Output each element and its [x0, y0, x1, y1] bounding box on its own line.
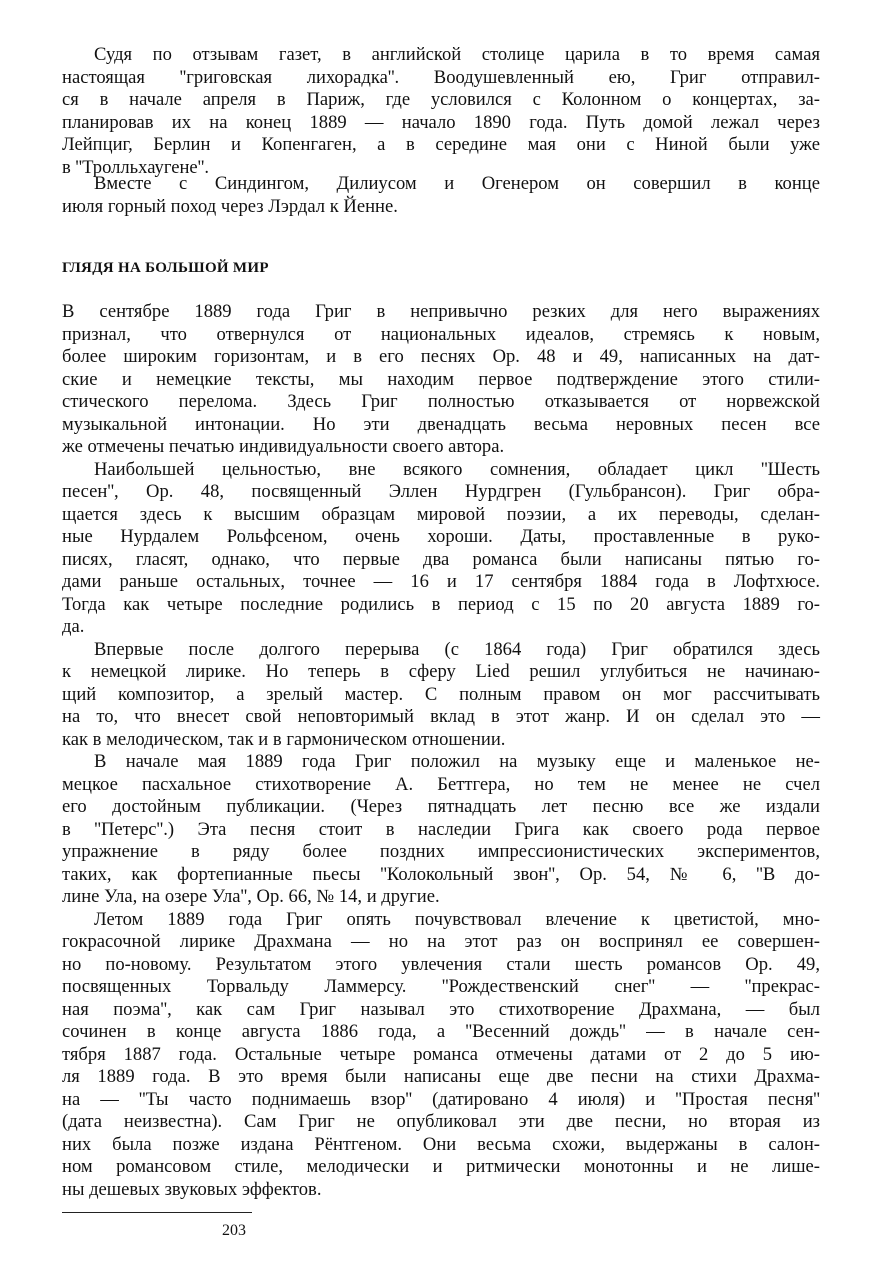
body-paragraph-3	[62, 639, 820, 752]
text-line: же отмечены печатью индивидуальности своего автора.	[62, 436, 505, 457]
text-line: Судя по отзывам газет, в английской столице царила в то время самая	[94, 44, 820, 65]
text-line: мецкое пасхальное стихотворение А. Беттгера, но тем не менее не счел	[62, 773, 820, 795]
text-line: Наибольшей цельностью, вне всякого сомнения, обладает цикл ''Шесть	[94, 458, 820, 480]
text-line: его достойным публикации. (Через пятнадцать лет песню все же издали	[62, 796, 820, 817]
text-line: лине Ула, на озере Ула'', Ор. 66, № 14, и другие.	[62, 886, 440, 907]
text-line: Впервые после долгого перерыва (с 1864 года) Григ обратился здесь	[94, 638, 820, 660]
text-line: (дата неизвестна). Сам Григ не опубликовал эти две песни, но вторая из	[62, 1111, 820, 1132]
text-line: щий композитор, а зрелый мастер. С полным правом он мог рассчитывать	[62, 683, 820, 705]
text-line: сочинен в конце августа 1886 года, а ''Весенний дождь'' — в начале сен-	[62, 1021, 820, 1042]
text-line: Тогда как четыре последние родились в период с 15 по 20 августа 1889 го-	[62, 593, 820, 615]
text-line: Лейпциг, Берлин и Копенгаген, а в середине мая они с Ниной были уже	[62, 134, 820, 155]
text-line: музыкальной интонации. Но эти двенадцать весьма неровных песен все	[62, 413, 820, 435]
text-line: в ''Петерс''.) Эта песня стоит в наследии Грига как своего рода первое	[62, 818, 820, 840]
text-line: тября 1887 года. Остальные четыре романса отмечены датами от 2 до 5 ию-	[62, 1043, 820, 1065]
intro-paragraph-1	[62, 44, 820, 179]
text-line: щается здесь к высшим образцам мировой поэзии, а их переводы, сделан-	[62, 503, 820, 525]
body-paragraph-5	[62, 909, 820, 1202]
text-line: более широким горизонтам, и в его песнях Ор. 48 и 49, написанных на дат-	[62, 346, 820, 367]
body-paragraph-2	[62, 459, 820, 639]
intro-paragraph-2	[62, 173, 820, 218]
text-line: к немецкой лирике. Но теперь в сферу Lied решил углубиться не начинаю-	[62, 661, 820, 682]
body-paragraph-1	[62, 301, 820, 459]
section-heading: ГЛЯДЯ НА БОЛЬШОЙ МИР	[62, 260, 269, 276]
body-paragraph-4	[62, 751, 820, 909]
text-line: В сентябре 1889 года Григ в непривычно резких для него выражениях	[62, 301, 820, 322]
text-line: стического перелома. Здесь Григ полностью отказывается от норвежской	[62, 391, 820, 412]
text-line: них была позже издана Рёнтгеном. Они весьма схожи, выдержаны в салон-	[62, 1133, 820, 1155]
text-line: ся в начале апреля в Париж, где условился с Колонном о концертах, за-	[62, 89, 820, 110]
text-line: ном романсовом стиле, мелодически и ритмически монотонны и не лише-	[62, 1156, 820, 1177]
text-line: Летом 1889 года Григ опять почувствовал влечение к цветистой, мно-	[94, 908, 820, 930]
text-line: ля 1889 года. В это время были написаны еще две песни на стихи Драхма-	[62, 1066, 820, 1087]
text-line: дами раньше остальных, точнее — 16 и 17 сентября 1884 года в Лофтхюсе.	[62, 571, 820, 592]
text-line: посвященных Торвальду Ламмерсу. ''Рождественский снег'' — ''прекрас-	[62, 976, 820, 997]
text-line: как в мелодическом, так и в гармоническом отношении.	[62, 728, 506, 750]
text-line: таких, как фортепианные пьесы ''Колокольный звон'', Ор. 54, № 6, ''В до-	[62, 863, 820, 885]
text-line: июля горный поход через Лэрдал к Йенне.	[62, 195, 398, 217]
text-line: ны дешевых звуковых эффектов.	[62, 1178, 322, 1200]
text-line: упражнение в ряду более поздних импрессионистических экспериментов,	[62, 841, 820, 862]
text-line: ная поэма'', как сам Григ называл это стихотворение Драхмана, — был	[62, 998, 820, 1020]
text-line: писях, гласят, однако, что первые два романса были написаны пятью го-	[62, 548, 820, 570]
text-line: на то, что внесет свой неповторимый вклад в этот жанр. И он сделал это —	[62, 706, 820, 727]
text-line: планировав их на конец 1889 — начало 1890 года. Путь домой лежал через	[62, 111, 820, 133]
text-line: гокрасочной лирике Драхмана — но на этот раз он воспринял ее совершен-	[62, 931, 820, 952]
text-line: но по-новому. Результатом этого увлечения стали шесть романсов Ор. 49,	[62, 953, 820, 975]
text-line: признал, что отвернулся от национальных идеалов, стремясь к новым,	[62, 323, 820, 345]
text-line: на — ''Ты часто поднимаешь взор'' (датировано 4 июля) и ''Простая песня''	[62, 1088, 820, 1110]
text-line: Вместе с Синдингом, Дилиусом и Огенером он совершил в конце	[94, 173, 820, 194]
text-line: песен'', Ор. 48, посвященный Эллен Нурдгрен (Гульбрансон). Григ обра-	[62, 481, 820, 502]
text-line: В начале мая 1889 года Григ положил на музыку еще и маленькое не-	[94, 751, 820, 772]
text-line: в ''Тролльхаугене''.	[62, 156, 210, 178]
text-line: ские и немецкие тексты, мы находим первое подтверждение этого стили-	[62, 368, 820, 390]
text-line: да.	[62, 616, 85, 637]
text-line: ные Нурдалем Рольфсеном, очень хороши. Даты, проставленные в руко-	[62, 526, 820, 547]
footer-rule	[62, 1212, 252, 1213]
page-number: 203	[222, 1222, 246, 1239]
text-line: настоящая ''григовская лихорадка''. Воодушевленный ею, Григ отправил-	[62, 66, 820, 88]
